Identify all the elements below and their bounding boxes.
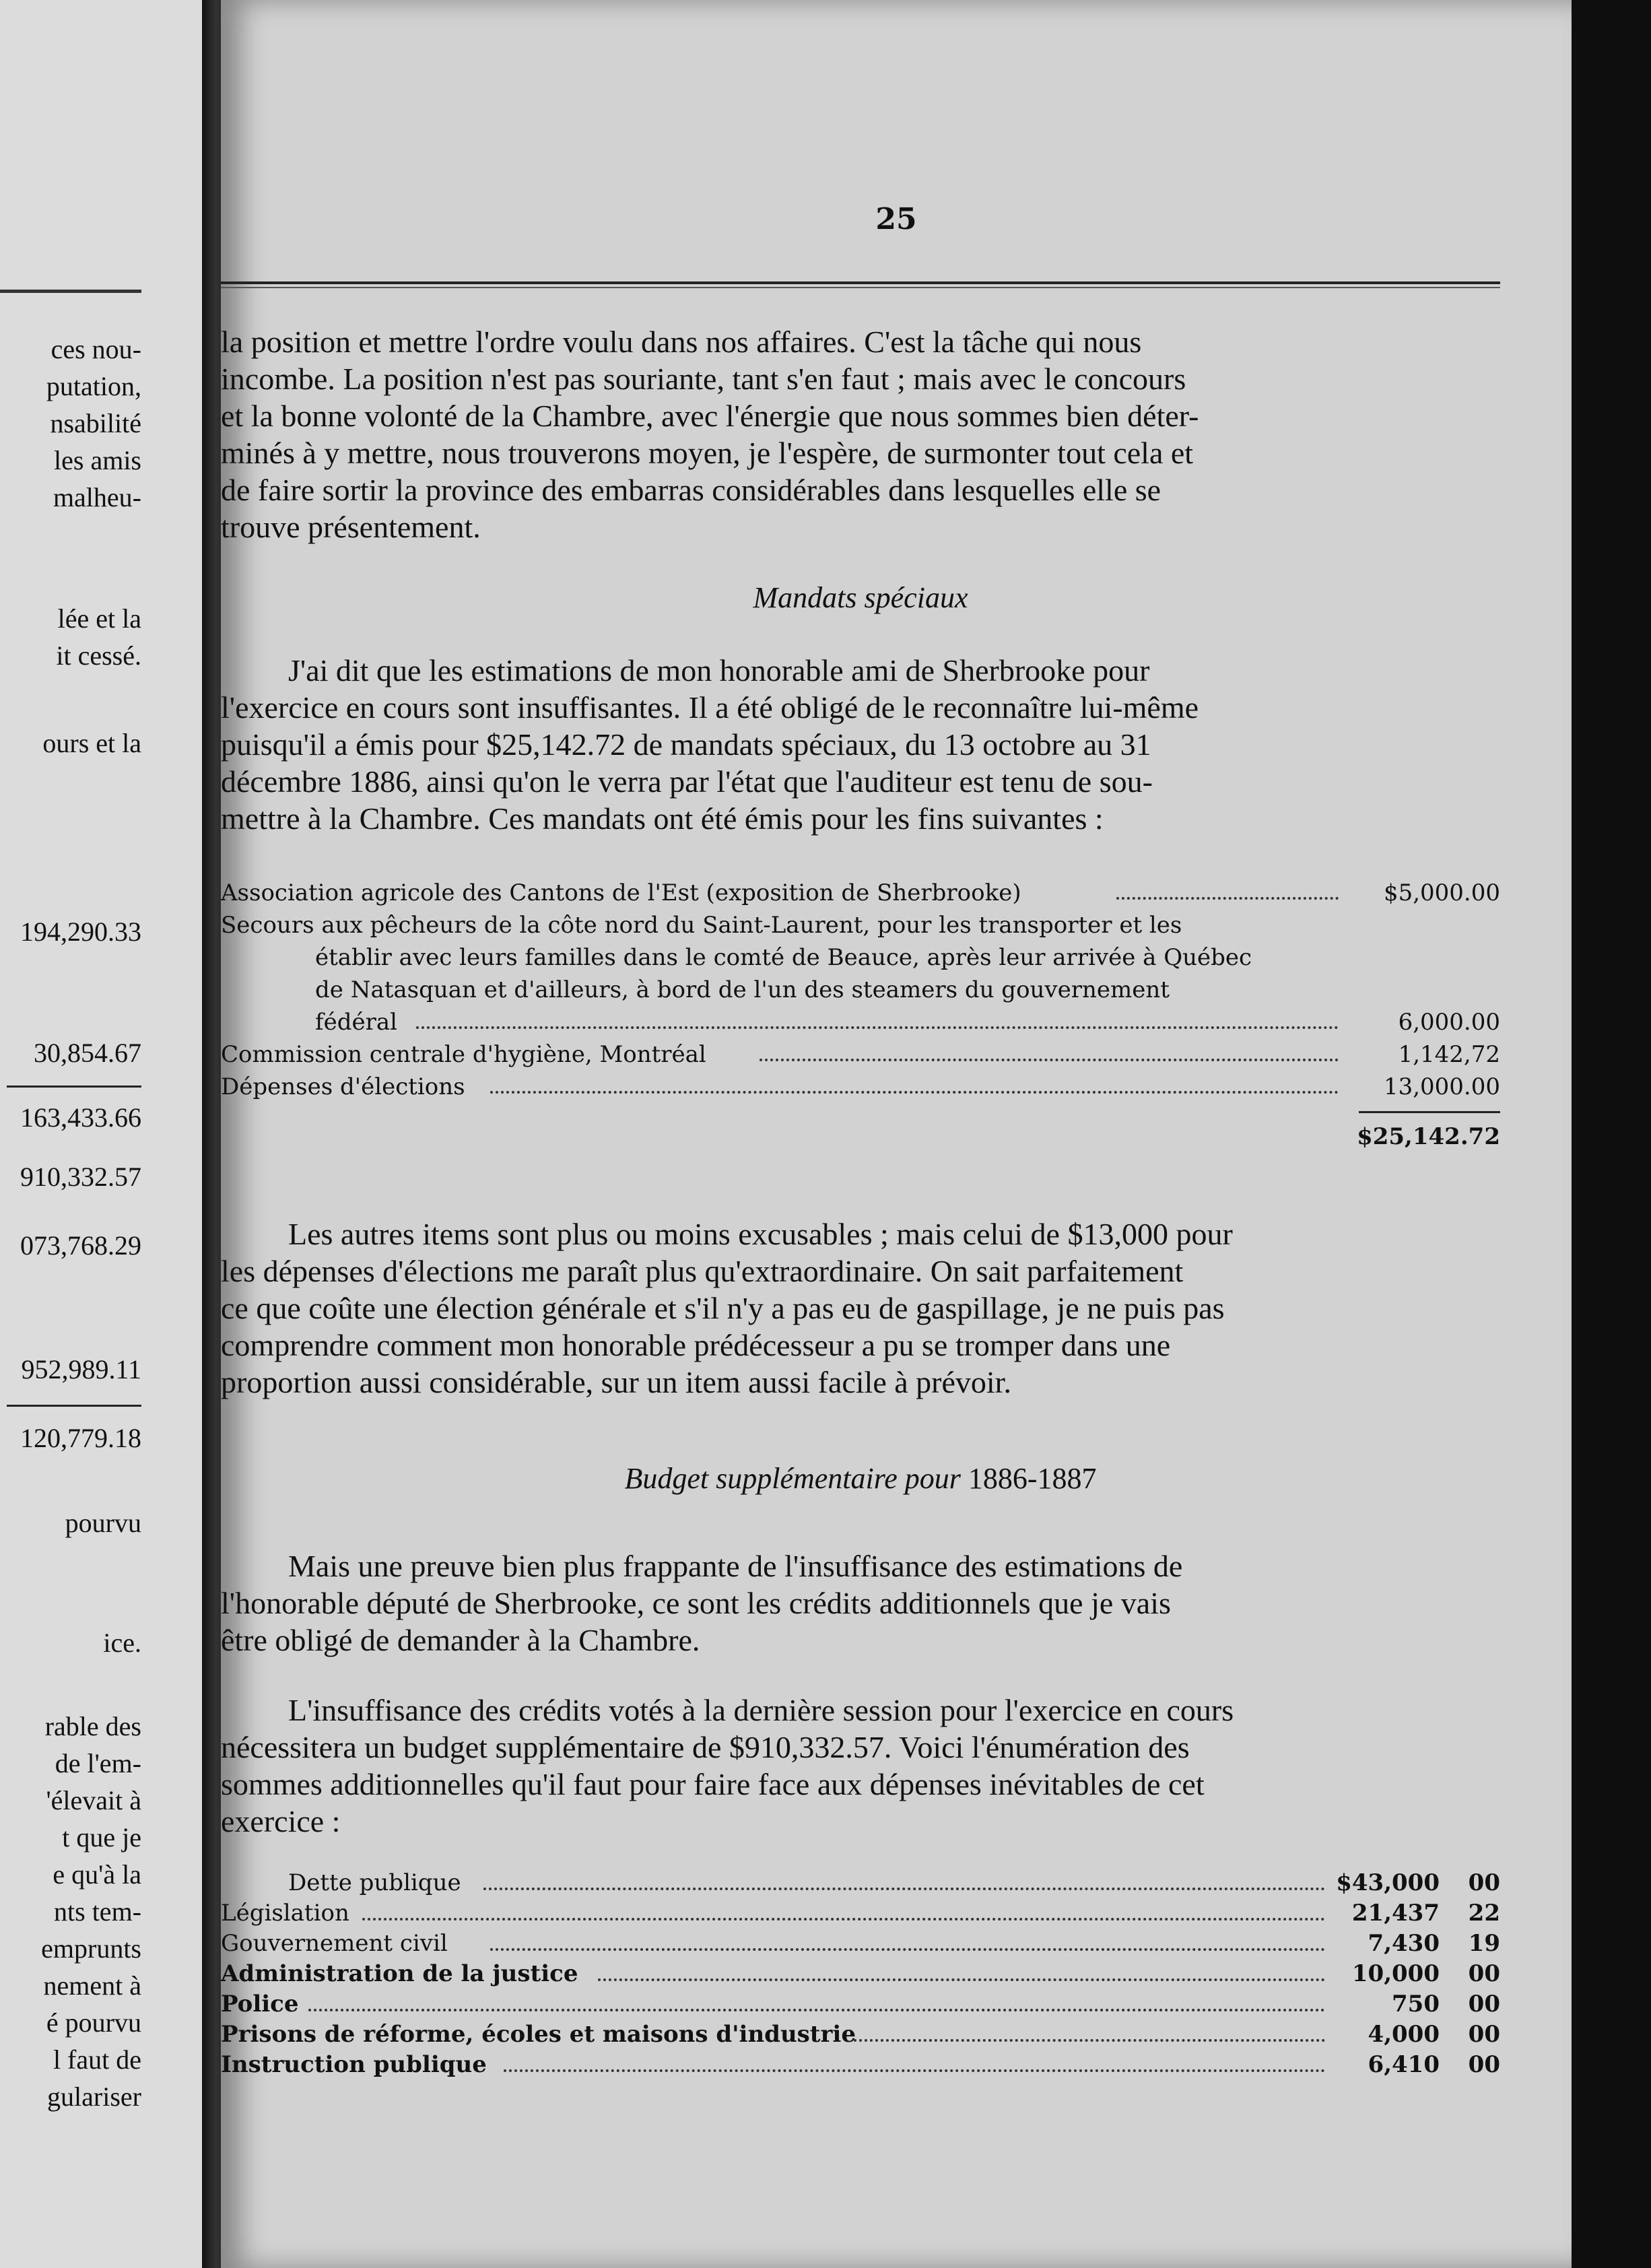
dot-leader — [760, 1059, 1339, 1061]
scan-border-right — [1572, 0, 1651, 2268]
text-line: de faire sortir la province des embarras considérables dans lesquelles elle se — [221, 473, 1161, 507]
left-text-line: it cessé. — [56, 640, 141, 671]
table-row — [221, 2050, 1500, 2080]
row-label: Association agricole des Cantons de l'Est (exposition de Sherbrooke) — [221, 879, 1021, 906]
dot-leader — [490, 1091, 1339, 1094]
row-label: établir avec leurs familles dans le comté de Beauce, après leur arrivée à Québec — [315, 944, 1252, 971]
table-row — [221, 909, 1500, 941]
row-cents: 00 — [1468, 2021, 1500, 2048]
text-line: incombe. La position n'est pas souriante, tant s'en faut ; mais avec le concours — [221, 362, 1186, 396]
left-text-line: e qu'à la — [53, 1859, 141, 1890]
text-line: être obligé de demander à la Chambre. — [221, 1623, 700, 1657]
heading-year: 1886-1887 — [968, 1462, 1097, 1495]
text-line: L'insuffisance des crédits votés à la dernière session pour l'exercice en cours — [288, 1693, 1234, 1727]
left-sum-rule — [7, 1086, 141, 1088]
dot-leader — [490, 1948, 1325, 1951]
text-line: la position et mettre l'ordre voulu dans nos affaires. C'est la tâche qui nous — [221, 325, 1142, 359]
table-total-row — [221, 1121, 1500, 1153]
text-line: sommes additionnelles qu'il faut pour faire face aux dépenses inévitables de cet — [221, 1767, 1205, 1801]
dot-leader — [483, 1888, 1325, 1890]
intro-paragraph — [221, 323, 1500, 545]
left-text-line: ours et la — [42, 728, 141, 758]
text-line: décembre 1886, ainsi qu'on le verra par l'état que l'auditeur est tenu de sou- — [221, 764, 1153, 799]
row-cents: 22 — [1468, 1900, 1500, 1927]
text-line: mettre à la Chambre. Ces mandats ont été émis pour les fins suivantes : — [221, 801, 1104, 836]
budget-table — [221, 1868, 1500, 2080]
row-label: Administration de la justice — [221, 1960, 578, 1987]
left-text-line: 'élevait à — [46, 1785, 141, 1815]
row-amount: 1,142,72 — [1398, 1041, 1500, 1068]
row-label: Commission centrale d'hygiène, Montréal — [221, 1041, 706, 1068]
row-label: fédéral — [315, 1009, 397, 1036]
dot-leader — [854, 2039, 1325, 2042]
dot-leader — [598, 1978, 1325, 1981]
row-amount: $5,000.00 — [1383, 879, 1500, 906]
left-text-line: nement à — [43, 1970, 141, 2001]
row-dollars: 7,430 — [1368, 1930, 1440, 1957]
left-page-rule — [0, 290, 141, 293]
dot-leader — [416, 1026, 1339, 1029]
text-line: Les autres items sont plus ou moins excusables ; mais celui de $13,000 pour — [288, 1217, 1233, 1251]
left-text-line: ces nou- — [50, 334, 141, 364]
left-text-line: nts tem- — [54, 1896, 141, 1927]
left-amount: 952,989.11 — [21, 1354, 141, 1385]
dot-leader — [308, 2009, 1325, 2011]
left-amount: 163,433.66 — [20, 1102, 141, 1133]
text-line: proportion aussi considérable, sur un item aussi facile à prévoir. — [221, 1365, 1011, 1399]
text-line: nécessitera un budget supplémentaire de $910,332.57. Voici l'énumération des — [221, 1730, 1190, 1764]
row-cents: 00 — [1468, 1991, 1500, 2017]
row-label: Législation — [221, 1900, 349, 1927]
preuve-paragraph — [221, 1547, 1500, 1659]
table-row — [221, 1959, 1500, 1989]
left-text-line: pourvu — [65, 1508, 141, 1538]
left-text-line: lée et la — [57, 603, 141, 634]
left-text-line: l faut de — [53, 2044, 141, 2075]
table-row — [221, 974, 1500, 1006]
left-amount: 194,290.33 — [20, 916, 141, 947]
row-dollars: 6,410 — [1368, 2051, 1440, 2078]
left-text-line: rable des — [44, 1711, 141, 1741]
row-label: Gouvernement civil — [221, 1930, 448, 1957]
row-amount: 6,000.00 — [1398, 1009, 1500, 1036]
text-line: comprendre comment mon honorable prédécesseur a pu se tromper dans une — [221, 1328, 1171, 1362]
table-row — [221, 1898, 1500, 1929]
row-cents: 00 — [1468, 1960, 1500, 1987]
row-label: Police — [221, 1991, 299, 2017]
text-line: minés à y mettre, nous trouverons moyen, je l'espère, de surmonter tout cela et — [221, 436, 1194, 470]
table-row — [221, 1868, 1500, 1898]
text-line: les dépenses d'élections me paraît plus qu'extraordinaire. On sait parfaitement — [221, 1254, 1184, 1288]
table-row — [221, 2020, 1500, 2050]
text-line: Mais une preuve bien plus frappante de l'insuffisance des estimations de — [288, 1549, 1183, 1583]
row-dollars: $43,000 — [1336, 1869, 1440, 1896]
row-label: Dette publique — [288, 1869, 461, 1896]
row-cents: 19 — [1468, 1930, 1500, 1957]
row-label: Prisons de réforme, écoles et maisons d'industrie — [221, 2021, 856, 2048]
row-cents: 00 — [1468, 1869, 1500, 1896]
row-cents: 00 — [1468, 2051, 1500, 2078]
row-dollars: 21,437 — [1351, 1900, 1440, 1927]
section-heading-budget — [221, 1461, 1500, 1496]
left-text-line: t que je — [62, 1822, 141, 1853]
row-dollars: 10,000 — [1351, 1960, 1440, 1987]
row-label: de Natasquan et d'ailleurs, à bord de l'un des steamers du gouvernement — [315, 976, 1170, 1003]
dot-leader — [362, 1918, 1325, 1921]
row-dollars: 4,000 — [1368, 2021, 1440, 2048]
table-row — [221, 1989, 1500, 2020]
left-text-line: gulariser — [47, 2081, 141, 2112]
left-amount: 30,854.67 — [34, 1038, 141, 1068]
heading-text: Budget supplémentaire pour — [624, 1462, 961, 1495]
dot-leader — [1116, 897, 1339, 900]
text-line: exercice : — [221, 1804, 341, 1838]
text-line: J'ai dit que les estimations de mon honorable ami de Sherbrooke pour — [288, 653, 1150, 688]
row-label: Instruction publique — [221, 2051, 487, 2078]
dot-leader — [504, 2069, 1325, 2072]
text-line: trouve présentement. — [221, 510, 481, 544]
left-text-line: emprunts — [41, 1933, 141, 1964]
table-row — [221, 877, 1500, 909]
left-amount: 120,779.18 — [20, 1423, 141, 1453]
left-text-line: ice. — [103, 1628, 141, 1658]
left-text-line: malheu- — [53, 482, 141, 512]
left-text-line: putation, — [46, 371, 141, 401]
left-page-fragment — [0, 0, 202, 2268]
table-row — [221, 1006, 1500, 1038]
row-dollars: 750 — [1392, 1991, 1440, 2017]
mandats-paragraph — [221, 652, 1500, 837]
section-heading-mandats: Mandats spéciaux — [753, 581, 968, 614]
table-row — [221, 1038, 1500, 1071]
table-row — [221, 941, 1500, 974]
row-label: Dépenses d'élections — [221, 1073, 465, 1100]
left-text-line: les amis — [54, 445, 141, 475]
table-row — [221, 1071, 1500, 1103]
text-line: et la bonne volonté de la Chambre, avec l'énergie que nous sommes bien déter- — [221, 399, 1199, 433]
page-number: 25 — [875, 202, 917, 236]
left-text-line: de l'em- — [55, 1748, 141, 1778]
text-line: puisqu'il a émis pour $25,142.72 de mandats spéciaux, du 13 octobre au 31 — [221, 727, 1151, 762]
row-amount: 13,000.00 — [1383, 1073, 1500, 1100]
left-sum-rule — [7, 1405, 141, 1407]
row-label: Secours aux pêcheurs de la côte nord du Saint-Laurent, pour les transporter et les — [221, 912, 1182, 939]
left-amount: 073,768.29 — [20, 1230, 141, 1261]
sum-rule — [1359, 1111, 1500, 1113]
left-text-line: nsabilité — [50, 408, 141, 438]
text-line: l'honorable député de Sherbrooke, ce sont les crédits additionnels que je vais — [221, 1586, 1171, 1620]
total-amount: $25,142.72 — [1357, 1123, 1500, 1150]
left-amount: 910,332.57 — [20, 1162, 141, 1192]
insuffisance-paragraph — [221, 1692, 1500, 1840]
main-page — [221, 0, 1572, 2268]
text-line: ce que coûte une élection générale et s'il n'y a pas eu de gaspillage, je ne puis pas — [221, 1291, 1225, 1325]
text-line: l'exercice en cours sont insuffisantes. Il a été obligé de le reconnaître lui-même — [221, 690, 1199, 725]
mandats-table — [221, 877, 1500, 1153]
elections-paragraph — [221, 1215, 1500, 1401]
left-text-line: é pourvu — [46, 2007, 141, 2038]
table-row — [221, 1929, 1500, 1959]
